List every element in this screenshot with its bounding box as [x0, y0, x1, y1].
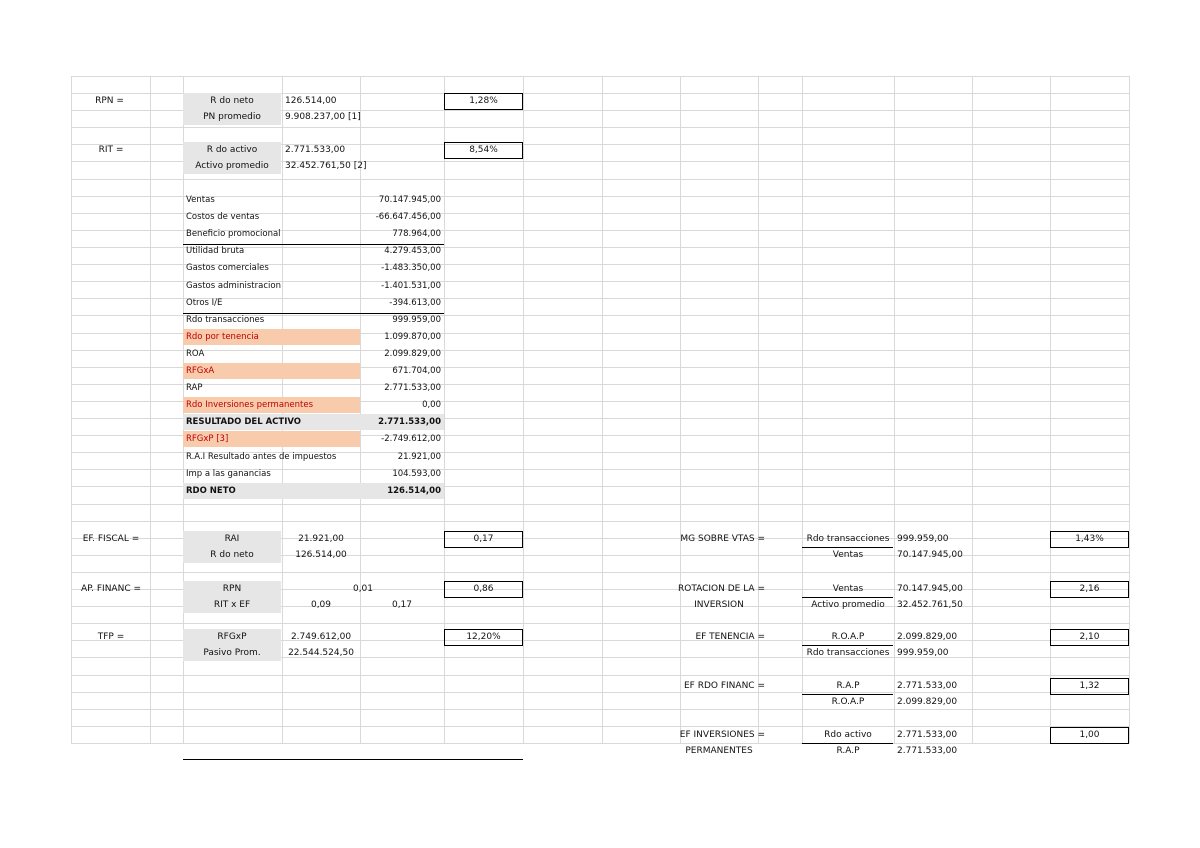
income-row-label[interactable]: Rdo transacciones [186, 315, 265, 325]
ef-inversiones-den-value[interactable]: 2.771.533,00 [897, 746, 958, 756]
ap-financ-den-value-b[interactable]: 0,17 [391, 600, 413, 610]
ap-financ-result[interactable]: 0,86 [444, 581, 523, 598]
income-row-label[interactable]: ROA [186, 349, 205, 359]
income-row-value[interactable]: 999.959,00 [392, 315, 441, 325]
income-row-value[interactable]: 21.921,00 [397, 452, 441, 462]
rotacion-label[interactable]: ROTACION DE LA = [677, 584, 765, 594]
income-row-value[interactable]: 2.099.829,00 [384, 349, 441, 359]
ef-inversiones-label[interactable]: EF INVERSIONES = [679, 730, 765, 740]
income-row-label[interactable]: RFGxA [183, 363, 360, 379]
ef-inversiones-result[interactable]: 1,00 [1050, 727, 1129, 744]
rotacion-num-label[interactable]: Ventas [832, 584, 864, 594]
ef-tenencia-result[interactable]: 2,10 [1050, 629, 1129, 646]
income-row-value[interactable]: -1.483.350,00 [381, 263, 441, 273]
income-row-label[interactable]: Ventas [186, 195, 215, 205]
mg-den-value[interactable]: 70.147.945,00 [897, 550, 963, 560]
income-row-label[interactable]: Utilidad bruta [186, 246, 245, 256]
ap-financ-den-value-a[interactable]: 0,09 [310, 600, 332, 610]
ef-rdo-financ-den-value[interactable]: 2.099.829,00 [897, 697, 958, 707]
income-row-value[interactable]: 4.279.453,00 [384, 246, 441, 256]
ef-rdo-financ-label[interactable]: EF RDO FINANC = [684, 681, 765, 691]
ef-fiscal-den-value[interactable]: 126.514,00 [295, 550, 347, 560]
rit-num-value[interactable]: 2.771.533,00 [285, 145, 346, 155]
income-row-value[interactable]: 778.964,00 [392, 229, 441, 239]
ap-financ-num-label[interactable]: RPN [183, 581, 281, 597]
income-row-value[interactable]: 1.099.870,00 [384, 332, 441, 342]
income-row-value[interactable]: -394.613,00 [389, 298, 441, 308]
income-row-label[interactable]: RFGxP [3] [183, 431, 360, 447]
income-row-value[interactable]: -1.401.531,00 [381, 281, 441, 291]
ef-rdo-financ-den-label[interactable]: R.O.A.P [831, 697, 865, 707]
income-row-value[interactable]: 671.704,00 [392, 366, 441, 376]
mg-result[interactable]: 1,43% [1050, 531, 1129, 548]
income-row-label[interactable]: Gastos administracion [186, 281, 281, 291]
mg-sobre-vtas-label[interactable]: MG SOBRE VTAS = [680, 534, 765, 544]
ef-fiscal-num-label[interactable]: RAI [183, 531, 281, 547]
rpn-label[interactable]: RPN = [95, 96, 124, 106]
rotacion-result[interactable]: 2,16 [1050, 581, 1129, 598]
tfp-result[interactable]: 12,20% [444, 629, 523, 646]
ef-tenencia-num-value[interactable]: 2.099.829,00 [897, 632, 958, 642]
income-row-label[interactable]: Beneficio promocional [186, 229, 281, 239]
ef-fiscal-label[interactable]: EF. FISCAL = [82, 534, 140, 544]
ef-fiscal-den-label[interactable]: R do neto [183, 547, 281, 563]
income-row-value[interactable]: 70.147.945,00 [378, 195, 441, 205]
income-row-label[interactable]: Imp a las ganancias [186, 469, 271, 479]
rotacion-den-label[interactable]: Activo promedio [811, 600, 885, 610]
ef-tenencia-label[interactable]: EF TENENCIA = [695, 632, 765, 642]
income-row-label[interactable]: RDO NETO [183, 483, 360, 499]
tfp-num-label[interactable]: RFGxP [183, 629, 281, 645]
ap-financ-label[interactable]: AP. FINANC = [80, 584, 142, 594]
ef-fiscal-result[interactable]: 0,17 [444, 531, 523, 548]
rotacion-den-value[interactable]: 32.452.761,50 [897, 600, 963, 610]
ef-rdo-financ-num-value[interactable]: 2.771.533,00 [897, 681, 958, 691]
income-row-value[interactable]: 126.514,00 [360, 483, 444, 499]
income-row-value[interactable]: 104.593,00 [392, 469, 441, 479]
rpn-result[interactable]: 1,28% [444, 93, 523, 110]
mg-num-label[interactable]: Rdo transacciones [806, 534, 890, 544]
tfp-den-label[interactable]: Pasivo Prom. [183, 645, 281, 661]
mg-num-value[interactable]: 999.959,00 [897, 534, 949, 544]
rpn-num-label[interactable]: R do neto [183, 93, 281, 109]
ef-inversiones-den-label[interactable]: R.A.P [836, 746, 860, 756]
tfp-label[interactable]: TFP = [97, 632, 125, 642]
rpn-den-value[interactable]: 9.908.237,00 [1] [285, 112, 361, 122]
rit-label[interactable]: RIT = [98, 145, 124, 155]
income-row-label[interactable]: Otros I/E [186, 298, 223, 308]
income-row-value[interactable]: 0,00 [422, 400, 441, 410]
income-row-value[interactable]: -2.749.612,00 [381, 434, 441, 444]
income-row-label[interactable]: R.A.I Resultado antes de impuestos [186, 452, 337, 462]
rpn-num-value[interactable]: 126.514,00 [285, 96, 337, 106]
income-row-label[interactable]: Gastos comerciales [186, 263, 269, 273]
income-row-label[interactable]: Rdo Inversiones permanentes [183, 397, 360, 413]
ef-inversiones-num-label[interactable]: Rdo activo [824, 730, 872, 740]
ef-tenencia-den-label[interactable]: Rdo transacciones [806, 648, 890, 658]
rotacion-num-value[interactable]: 70.147.945,00 [897, 584, 963, 594]
ap-financ-den-label[interactable]: RIT x EF [183, 597, 281, 613]
tfp-num-value[interactable]: 2.749.612,00 [290, 632, 352, 642]
rotacion-label2[interactable]: INVERSION [694, 600, 744, 610]
mg-den-label[interactable]: Ventas [832, 550, 864, 560]
ef-rdo-financ-num-label[interactable]: R.A.P [836, 681, 860, 691]
ef-rdo-financ-result[interactable]: 1,32 [1050, 678, 1129, 695]
ap-financ-num-value[interactable]: 0,01 [352, 584, 374, 594]
ef-inversiones-num-value[interactable]: 2.771.533,00 [897, 730, 958, 740]
ef-tenencia-den-value[interactable]: 999.959,00 [897, 648, 949, 658]
ef-inversiones-label2[interactable]: PERMANENTES [685, 746, 753, 756]
rit-result[interactable]: 8,54% [444, 142, 523, 159]
tfp-den-value[interactable]: 22.544.524,50 [288, 648, 354, 658]
rit-den-value[interactable]: 32.452.761,50 [2] [285, 161, 367, 171]
income-row-value[interactable]: -66.647.456,00 [375, 212, 441, 222]
income-row-value[interactable]: 2.771.533,00 [360, 414, 444, 430]
income-row-value[interactable]: 2.771.533,00 [384, 383, 441, 393]
income-row-label[interactable]: Rdo por tenencia [183, 329, 360, 345]
rpn-den-label[interactable]: PN promedio [183, 109, 281, 125]
income-row-label[interactable]: Costos de ventas [186, 212, 260, 222]
rit-den-label[interactable]: Activo promedio [183, 158, 281, 174]
income-row-label[interactable]: RESULTADO DEL ACTIVO [183, 414, 360, 430]
ef-fiscal-num-value[interactable]: 21.921,00 [298, 534, 344, 544]
rit-num-label[interactable]: R do activo [183, 142, 281, 158]
ef-tenencia-num-label[interactable]: R.O.A.P [831, 632, 865, 642]
income-row-label[interactable]: RAP [186, 383, 203, 393]
